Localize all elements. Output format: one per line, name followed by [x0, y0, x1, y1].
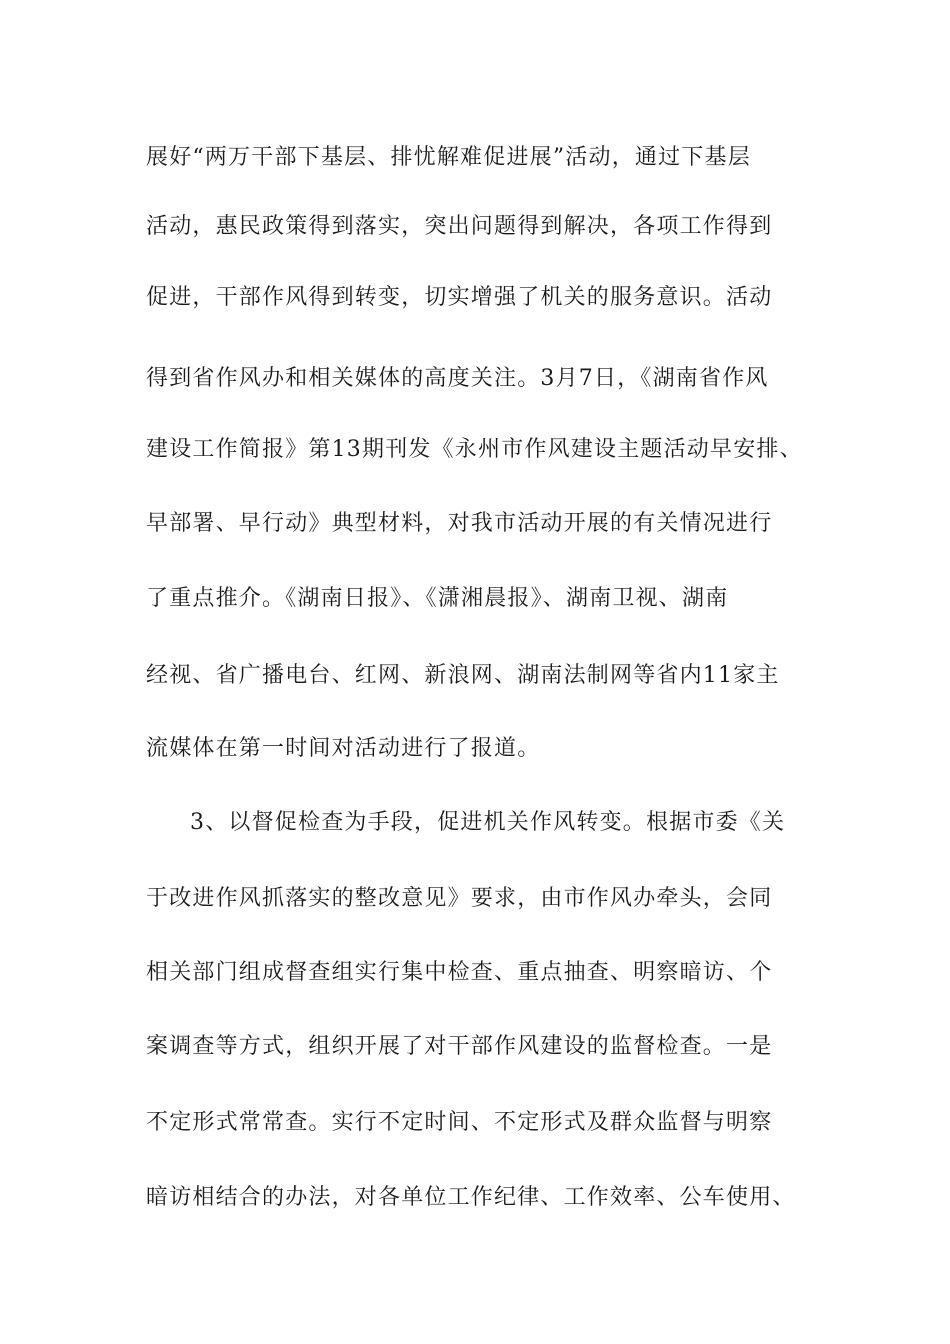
text-line-6: 早部署、早行动》典型材料，对我市活动开展的有关情况进行	[146, 511, 773, 536]
text-line-5: 建设工作简报》第13期刊发《永州市作风建设主题活动早安排、	[146, 437, 803, 462]
text-line-14: 不定形式常常查。实行不定时间、不定形式及群众监督与明察	[146, 1110, 773, 1135]
text-line-3: 促进，干部作风得到转变，切实增强了机关的服务意识。活动	[146, 285, 773, 310]
text-line-11: 于改进作风抓落实的整改意见》要求，由市作风办牵头，会同	[146, 886, 773, 911]
text-line-8: 经视、省广播电台、红网、新浪网、湖南法制网等省内11家主	[146, 663, 780, 688]
text-line-4: 得到省作风办和相关媒体的高度关注。3月7日，《湖南省作风	[146, 366, 769, 391]
text-line-15: 暗访相结合的办法，对各单位工作纪律、工作效率、公车使用、	[146, 1185, 796, 1210]
text-line-9: 流媒体在第一时间对活动进行了报道。	[146, 736, 541, 761]
text-line-13: 案调查等方式，组织开展了对干部作风建设的监督检查。一是	[146, 1034, 773, 1059]
text-line-1: 展好“两万干部下基层、排忧解难促进展”活动，通过下基层	[146, 145, 751, 170]
text-line-7: 了重点推介。《湖南日报》、《潇湘晨报》、湖南卫视、湖南	[146, 586, 729, 611]
text-line-12: 相关部门组成督查组实行集中检查、重点抽查、明察暗访、个	[146, 960, 773, 985]
text-line-2: 活动，惠民政策得到落实，突出问题得到解决，各项工作得到	[146, 214, 773, 239]
paragraph-3-first-line: 3、以督促检查为手段，促进机关作风转变。根据市委《关	[190, 810, 786, 835]
